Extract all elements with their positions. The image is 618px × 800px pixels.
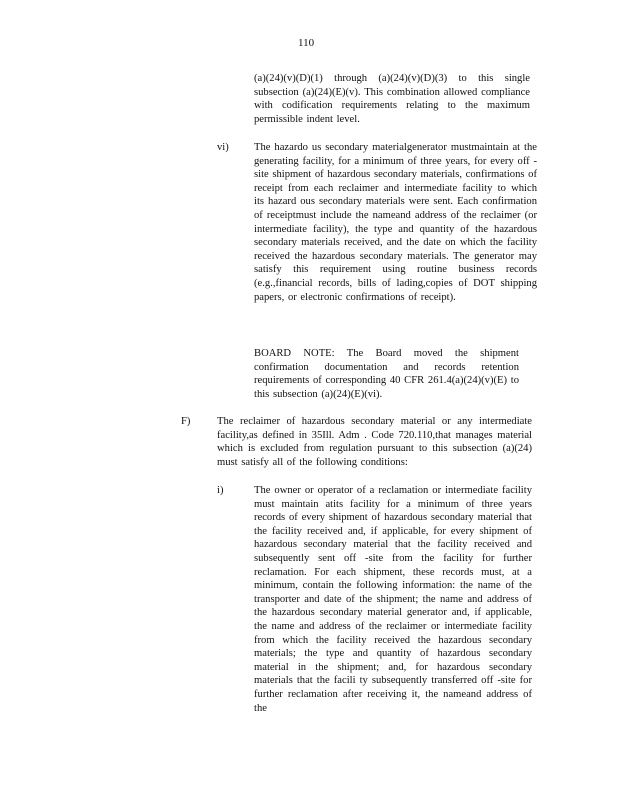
note-continuation-paragraph: (a)(24)(v)(D)(1) through (a)(24)(v)(D)(3) to this single subsection (a)(24)(E)(v). This combination allowed compliance with codification requirements relating to the maximum permissible indent level.: [254, 73, 530, 125]
item-i-paragraph: The owner or operator of a reclamation or intermediate facility must maintain atits facility for a minimum of three years records of every shipment of hazardous secondary material that the facility received and, if applicable, for every shipment of hazardous secondary material that the facility received and subsequently sent off -site from the facility for further reclamation. For each shipment, these records must, at a minimum, contain the following information: the name of the transporter and date of the shipment; the name and address of the hazardous secondary material generator and, if applicable, the name and address of the reclaimer or intermediate facility from which the facility received the hazardous secondary materials; the type and quantity of hazardous secondary material in the shipment; and, for hazardous secondary materials that the facili ty subsequently transferred off -site for further reclamation after receiving it, the nameand address of the: [254, 485, 532, 714]
item-label-vi: vi): [217, 142, 229, 153]
section-F-paragraph: The reclaimer of hazardous secondary material or any intermediate facility,as defined in 35Ill. Adm . Code 720.110,that manages material which is excluded from regulation pursuant to this subsection (a)(24) must satisfy all of the following conditions:: [217, 416, 532, 468]
item-label-i: i): [217, 485, 224, 496]
board-note-paragraph: BOARD NOTE: The Board moved the shipment confirmation documentation and records retention requirements of corresponding 40 CFR 261.4(a)(24)(v)(E) to this subsection (a)(24)(E)(vi).: [254, 348, 519, 400]
item-vi-paragraph: The hazardo us secondary materialgenerator mustmaintain at the generating facility, for a minimum of three years, for every off -site shipment of hazardous secondary materials, confirmations of receipt from each reclaimer and intermediate facility to which its hazard ous secondary materials were sent. Each confirmation of receiptmust include the nameand address of the reclaimer (or intermediate facility), the type and quantity of the hazardous secondary materials received, and the date on which the facility received the hazardous secondary materials. The generator may satisfy this requirement using routine business records (e.g.,financial records, bills of lading,copies of DOT shipping papers, or electronic confirmations of receipt).: [254, 142, 537, 303]
page-number: 110: [298, 37, 315, 49]
section-label-F: F): [181, 416, 191, 427]
